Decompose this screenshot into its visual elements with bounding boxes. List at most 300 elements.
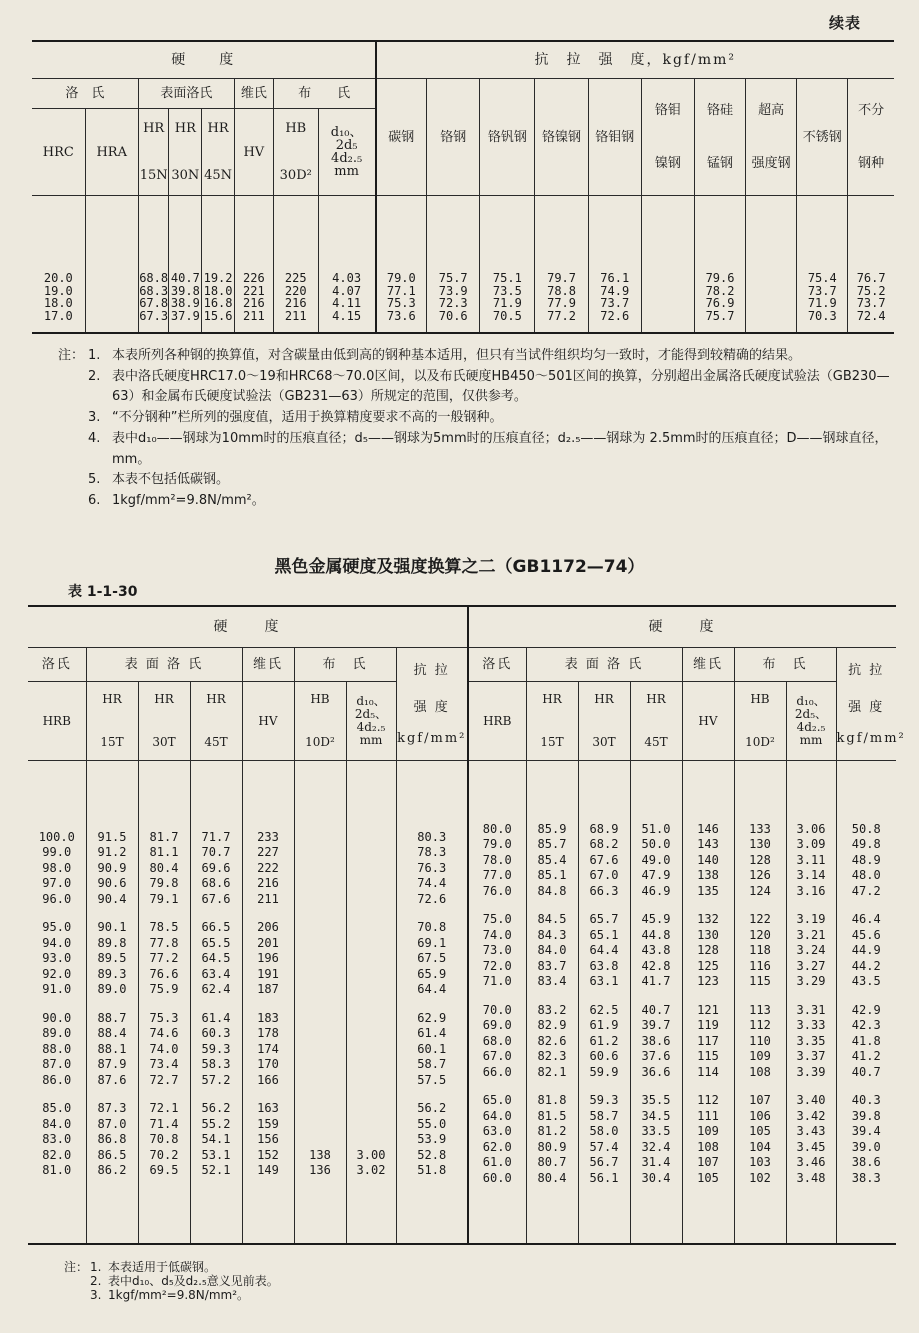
table2-cell: 104 [749,1139,771,1154]
table1-cell: 216 [284,296,307,310]
table2-cell: 80.4 [537,1170,567,1185]
table2-cell: 57.5 [417,1072,447,1087]
table2-cell: 39.7 [641,1018,671,1033]
table2-cell: 88.7 [97,1010,127,1025]
table2-right_rows-col-7 [836,761,896,1245]
table1-cell: 220 [284,283,307,298]
table2-cell: 3.29 [796,974,826,989]
table2-cell: 86.8 [97,1132,127,1146]
table2-cell: 138 [309,1147,331,1162]
table2-cell: 109 [749,1049,771,1064]
table2-cell [347,1042,396,1058]
table1-cell: 76.9 [705,296,735,310]
table2-cell: 68.6 [201,876,231,890]
table2-cell: 123 [697,974,719,989]
note-text: 1kgf/mm²=9.8N/mm²。 [108,1288,250,1302]
col-hr45n: HR 45N [202,109,235,196]
table2-cell: 56.7 [589,1155,619,1170]
table2-cell: 85.0 [42,1101,72,1115]
table1-cell: 4.11 [332,296,362,310]
note-number: 5. [88,472,101,488]
table1-cell: 77.9 [547,296,577,310]
table2-cell: 59.3 [589,1093,619,1108]
table2-cell: 108 [749,1064,771,1079]
table2-cell [347,967,396,983]
table1-cell: 216 [243,296,265,310]
table2-cell: 68.9 [589,821,619,836]
table2-cell [347,861,396,877]
rockwell-header: 洛 氏 [32,79,138,109]
table2-cell [347,936,396,952]
section-title: 黑色金属硬度及强度换算之二（GB1172—74） [274,557,645,577]
table2-right_rows-col-6 [786,761,836,1245]
table2-cell: 60.6 [589,1049,619,1064]
table2-cell: 49.8 [851,837,881,852]
table2-cell: 74.6 [149,1026,179,1040]
table2-cell: 66.5 [201,920,231,934]
table2-cell: 136 [309,1163,331,1177]
table2-cell: 78.3 [417,845,447,859]
table2-cell: 90.6 [97,876,127,890]
table2-cell: 38.6 [641,1033,671,1048]
table2-cell: 3.40 [796,1093,826,1108]
table2-cell: 89.3 [97,966,127,981]
table1-cell: 71.9 [807,296,837,310]
tensile-group-header: 抗 拉 强 度，kgf/mm² [376,41,895,79]
table2-cell: 47.9 [641,868,671,883]
table2-cell: 80.3 [417,829,447,844]
table2-cell [295,861,346,877]
table2-cell: 91.2 [97,845,127,859]
superficial-rockwell-header: 表面洛氏 [138,79,234,109]
table2-cell: 116 [749,958,771,973]
table2-cell [347,876,396,892]
table2-cell: 191 [257,966,279,981]
table2-cell: 45.6 [851,927,881,942]
table1-col-1 [85,196,138,334]
table2-right_rows-col-1 [526,761,578,1245]
t2l-col-30t: HR 30T [138,682,190,761]
table1-cell: 75.7 [705,308,735,323]
note-label [58,429,88,470]
table2-cell: 3.48 [796,1170,826,1185]
table2-cell: 65.5 [201,935,231,950]
table2-cell [295,830,346,846]
table2-cell: 90.4 [97,891,127,906]
table2-cell: 44.2 [851,958,881,973]
table2-cell: 80.0 [482,821,512,836]
table2-cell: 86.5 [97,1147,127,1162]
table2-cell: 3.14 [796,868,826,883]
table2-cell [347,1073,396,1089]
table2-cell: 183 [257,1010,279,1025]
note-item [64,1274,564,1288]
table2-cell [347,1011,396,1027]
t2r-col-indent: d₁₀、 2d₅、 4d₂.₅ mm [786,682,836,761]
table1-cell: 211 [243,308,265,323]
table2-cell: 85.9 [537,821,567,836]
col-hv: HV [234,109,273,196]
note-label [64,1288,90,1302]
table2-cell: 69.0 [482,1018,512,1033]
table1-cell: 79.0 [386,271,416,285]
table1-cell: 70.3 [807,308,837,323]
t2r-col-hrb: HRB [468,682,526,761]
note-number: 1. [90,1260,102,1274]
note-number: 6. [88,492,101,508]
col-crni: 铬镍钢 [535,79,588,196]
col-any: 不分 钢种 [848,79,894,196]
table2-cell [295,1026,346,1042]
table2-cell: 42.8 [641,958,671,973]
table1-col-13 [641,196,694,334]
table2-cell: 58.7 [417,1057,447,1071]
table2-cell: 92.0 [42,966,72,981]
table2-cell: 46.4 [851,912,881,927]
table2-right_rows-col-4 [682,761,734,1245]
t2r-tensile: 抗 拉 强 度 kgf/mm² [836,648,896,761]
table2-left_rows-col-6 [346,761,396,1245]
table1-cell: 17.0 [43,308,73,323]
table2-cell: 83.0 [42,1132,72,1146]
table2-cell: 60.3 [201,1026,231,1040]
note-text: “不分钢种”栏所列的强度值，适用于换算精度要求不高的一般钢种。 [112,410,503,426]
table1-data-row [32,196,894,334]
t2r-col-hv: HV [682,682,734,761]
table1-cell: 72.3 [438,296,468,310]
table2-cell [295,1073,346,1089]
table1-cell: 71.9 [492,296,522,310]
t2l-col-15t: HR 15T [86,682,138,761]
table2-cell [295,1011,346,1027]
note-label [64,1274,90,1288]
table2-cell: 130 [697,927,719,942]
table2-cell [295,1042,346,1058]
table2-cell: 55.2 [201,1116,231,1131]
table2-cell [295,920,346,936]
table2-cell [347,845,396,861]
table1-cell [642,310,694,323]
table2-cell [295,982,346,998]
table2-cell: 3.11 [796,852,826,867]
table2-cell: 51.8 [417,1163,447,1177]
note-number: 1. [88,348,101,363]
table2-cell: 63.0 [482,1124,512,1139]
table1-cell [86,272,138,285]
table2-cell: 44.8 [641,927,671,942]
table2-cell: 56.1 [589,1170,619,1185]
table2-cell: 126 [749,868,771,883]
table2-cell: 79.0 [482,837,512,852]
table2-cell: 88.0 [42,1041,72,1056]
table1-cell: 73.7 [807,283,837,298]
table2-cell: 81.7 [149,829,179,844]
table2-cell: 61.0 [482,1155,512,1170]
t2l-rockwell: 洛氏 [28,648,86,682]
table2-cell: 43.8 [641,943,671,958]
note-label [58,408,88,429]
table2-cell: 38.3 [851,1170,881,1185]
table2-cell: 52.8 [417,1147,447,1162]
table2-cell: 40.3 [851,1093,881,1108]
table2-cell: 41.7 [641,974,671,989]
note-text: 表中d₁₀——钢球为10mm时的压痕直径；d₅——钢球为5mm时的压痕直径；d₂.₅——钢球为 2.5mm时的压痕直径；D——钢球直径，mm。 [112,430,888,467]
table2-cell: 57.4 [589,1139,619,1154]
table2-cell: 84.8 [537,883,567,898]
conversion-table-1-1-30 [28,605,906,1245]
t2l-col-hb: HB 10D² [294,682,346,761]
table2-cell: 63.4 [201,966,231,981]
table2-cell: 3.42 [796,1108,826,1123]
note-number: 4. [88,430,101,446]
table1-cell [746,272,796,285]
note-item [58,367,908,408]
table1-cell: 38.9 [170,296,200,310]
table1-col-0 [32,196,85,334]
table2-cell: 96.0 [42,891,72,906]
note-label: 注： [64,1260,89,1274]
table2-cell: 61.2 [589,1033,619,1048]
t2r-vickers: 维氏 [682,648,734,682]
table1-cell: 211 [284,308,307,323]
table1-cell: 78.8 [547,283,577,298]
table2-cell: 60.0 [482,1170,512,1185]
table2-cell: 75.0 [482,912,512,927]
table2-cell: 80.9 [537,1139,567,1154]
table2-cell: 91.5 [97,829,127,844]
table2-cell: 72.7 [149,1072,179,1087]
table2-cell: 40.7 [641,1002,671,1017]
table2-cell: 50.0 [641,837,671,852]
table2-cell: 83.7 [537,958,567,973]
table2-cell [295,967,346,983]
table2-cell: 87.3 [97,1101,127,1115]
table1-col-16 [797,196,848,334]
table2-cell: 68.0 [482,1033,512,1048]
table2-cell: 3.24 [796,943,826,958]
table2-cell: 89.0 [97,982,127,996]
table2-cell: 84.5 [537,912,567,927]
table2-cell: 152 [257,1147,279,1162]
table2-cell: 69.5 [149,1163,179,1177]
table1-cell: 68.3 [139,283,169,298]
table2-cell: 30.4 [641,1170,671,1185]
table2-cell: 82.9 [537,1018,567,1033]
table2-cell: 34.5 [641,1108,671,1123]
conversion-table-continued [32,40,894,334]
table2-cell: 130 [749,837,771,852]
table2-cell: 233 [257,829,279,844]
table1-cell: 19.2 [203,271,233,285]
table2-cell: 44.9 [851,943,881,958]
table1-cell: 39.8 [170,283,200,298]
table2-cell [347,1101,396,1117]
table2-cell: 48.9 [851,852,881,867]
table2-cell: 91.0 [42,982,72,996]
table2-cell: 60.1 [417,1041,447,1056]
table1-cell: 75.2 [856,283,886,298]
col-crv: 铬钒钢 [480,79,535,196]
table2-cell: 76.6 [149,966,179,981]
table2-cell: 62.4 [201,982,231,996]
table2-cell: 65.0 [482,1093,512,1108]
table2-cell: 87.6 [97,1072,127,1087]
table2-cell: 94.0 [42,935,72,950]
table1-cell: 75.4 [807,271,837,285]
table1-cell: 15.6 [203,308,233,323]
table2-right_rows-col-2 [578,761,630,1245]
table2-cell: 82.1 [537,1064,567,1079]
table2-cell: 53.1 [201,1147,231,1162]
table2-cell: 74.4 [417,876,447,890]
table2-cell: 3.43 [796,1124,826,1139]
table2-cell: 3.19 [796,912,826,927]
table2-cell: 85.1 [537,868,567,883]
table2-cell: 112 [697,1093,719,1108]
table2-cell: 76.0 [482,883,512,898]
table2-cell: 3.21 [796,927,826,942]
t2r-col-15t: HR 15T [526,682,578,761]
table2-cell: 95.0 [42,920,72,934]
t2r-superficial: 表 面 洛 氏 [526,648,682,682]
table1-cell: 18.0 [203,283,233,298]
table2-cell: 3.31 [796,1002,826,1017]
table1-col-4 [202,196,235,334]
table1-cell [642,272,694,285]
table2-cell [347,1057,396,1073]
table2-cell: 40.7 [851,1064,881,1079]
table2-left_rows-col-7 [396,761,468,1245]
table2-cell [295,876,346,892]
table1-col-15 [746,196,797,334]
table2-cell: 111 [697,1108,719,1123]
table2-notes [64,1260,564,1302]
table1-cell: 75.7 [438,271,468,285]
table2-cell: 58.7 [589,1108,619,1123]
table2-cell: 75.9 [149,982,179,996]
table1-col-2 [138,196,169,334]
table2-cell: 43.5 [851,974,881,989]
note-number: 3. [88,410,101,426]
table1-cell: 4.03 [332,271,362,285]
table2-cell [295,845,346,861]
table1-cell: 67.8 [139,296,169,310]
table2-cell: 72.6 [417,891,447,906]
table2-cell: 83.4 [537,974,567,989]
table2-cell: 63.1 [589,974,619,989]
note-item [64,1288,564,1302]
table2-cell: 88.1 [97,1041,127,1056]
table2-cell: 81.2 [537,1124,567,1139]
note-label [58,470,88,491]
table2-cell: 110 [749,1033,771,1048]
table1-cell: 4.07 [332,283,362,298]
table2-cell: 89.5 [97,951,127,965]
table2-cell [347,951,396,967]
table2-cell: 55.0 [417,1116,447,1131]
table2-cell: 149 [257,1163,279,1177]
table2-cell: 61.4 [201,1010,231,1025]
table1-cell: 79.6 [705,271,735,285]
table2-cell: 65.1 [589,927,619,942]
table2-cell [295,1132,346,1148]
table2-cell: 64.4 [417,982,447,996]
table2-cell: 107 [697,1155,719,1170]
table2-right_rows-col-5 [734,761,786,1245]
table2-cell: 75.3 [149,1010,179,1025]
table2-cell: 83.2 [537,1002,567,1017]
table2-cell: 63.8 [589,958,619,973]
table2-cell: 64.4 [589,943,619,958]
table2-cell: 78.5 [149,920,179,934]
col-crmo: 铬钼钢 [588,79,641,196]
table1-cell: 72.6 [600,308,630,323]
table2-left_rows-col-1 [86,761,138,1245]
t2r-col-30t: HR 30T [578,682,630,761]
table2-cell: 3.37 [796,1049,826,1064]
table2-cell: 64.5 [201,951,231,965]
table2-cell: 48.0 [851,868,881,883]
table2-left_rows-col-4 [242,761,294,1245]
t2l-tensile: 抗 拉 强 度 kgf/mm² [396,648,468,761]
t2l-col-indent: d₁₀、 2d₅、 4d₂.₅ mm [346,682,396,761]
t2l-brinell: 布 氏 [294,648,396,682]
note-label: 注： [58,348,85,363]
table2-cell: 80.7 [537,1155,567,1170]
col-hr30n: HR 30N [169,109,202,196]
table1-cell: 79.7 [547,271,577,285]
table2-cell: 125 [697,958,719,973]
table2-cell: 82.0 [42,1147,72,1162]
table2-cell: 87.9 [97,1057,127,1071]
table1-col-8 [376,196,427,334]
table2-cell: 71.4 [149,1116,179,1131]
table2-cell: 69.1 [417,935,447,950]
table2-cell: 76.3 [417,860,447,875]
table2-cell: 222 [257,860,279,875]
table2-cell: 3.09 [796,837,826,852]
table2-cell: 53.9 [417,1132,447,1146]
col-indent-dia: d₁₀、 2d₅ 4d₂.₅ mm [318,109,375,196]
note-item [58,470,908,491]
table1-cell: 75.3 [386,296,416,310]
table1-col-7 [318,196,375,334]
table2-cell: 146 [697,821,719,836]
table2-cell: 3.16 [796,883,826,898]
table2-cell: 85.7 [537,837,567,852]
table1-cell: 225 [284,271,307,285]
col-hr15n: HR 15N [138,109,169,196]
table2-cell: 196 [257,951,279,965]
table1-cell: 76.1 [600,271,630,285]
table2-cell: 74.0 [482,927,512,942]
table2-cell: 115 [749,974,771,989]
table2-cell: 106 [749,1108,771,1123]
table2-cell: 59.9 [589,1064,619,1079]
table1-cell: 74.9 [600,283,630,298]
table1-cell: 4.15 [332,308,362,323]
table2-cell: 3.35 [796,1033,826,1048]
table2-cell: 68.2 [589,837,619,852]
table2-cell: 128 [697,943,719,958]
table1-cell: 19.0 [43,283,73,298]
note-label [58,367,88,408]
table2-cell: 84.0 [537,943,567,958]
table2-cell: 62.0 [482,1139,512,1154]
t2l-col-45t: HR 45T [190,682,242,761]
table2-cell: 31.4 [641,1155,671,1170]
table2-cell: 85.4 [537,852,567,867]
